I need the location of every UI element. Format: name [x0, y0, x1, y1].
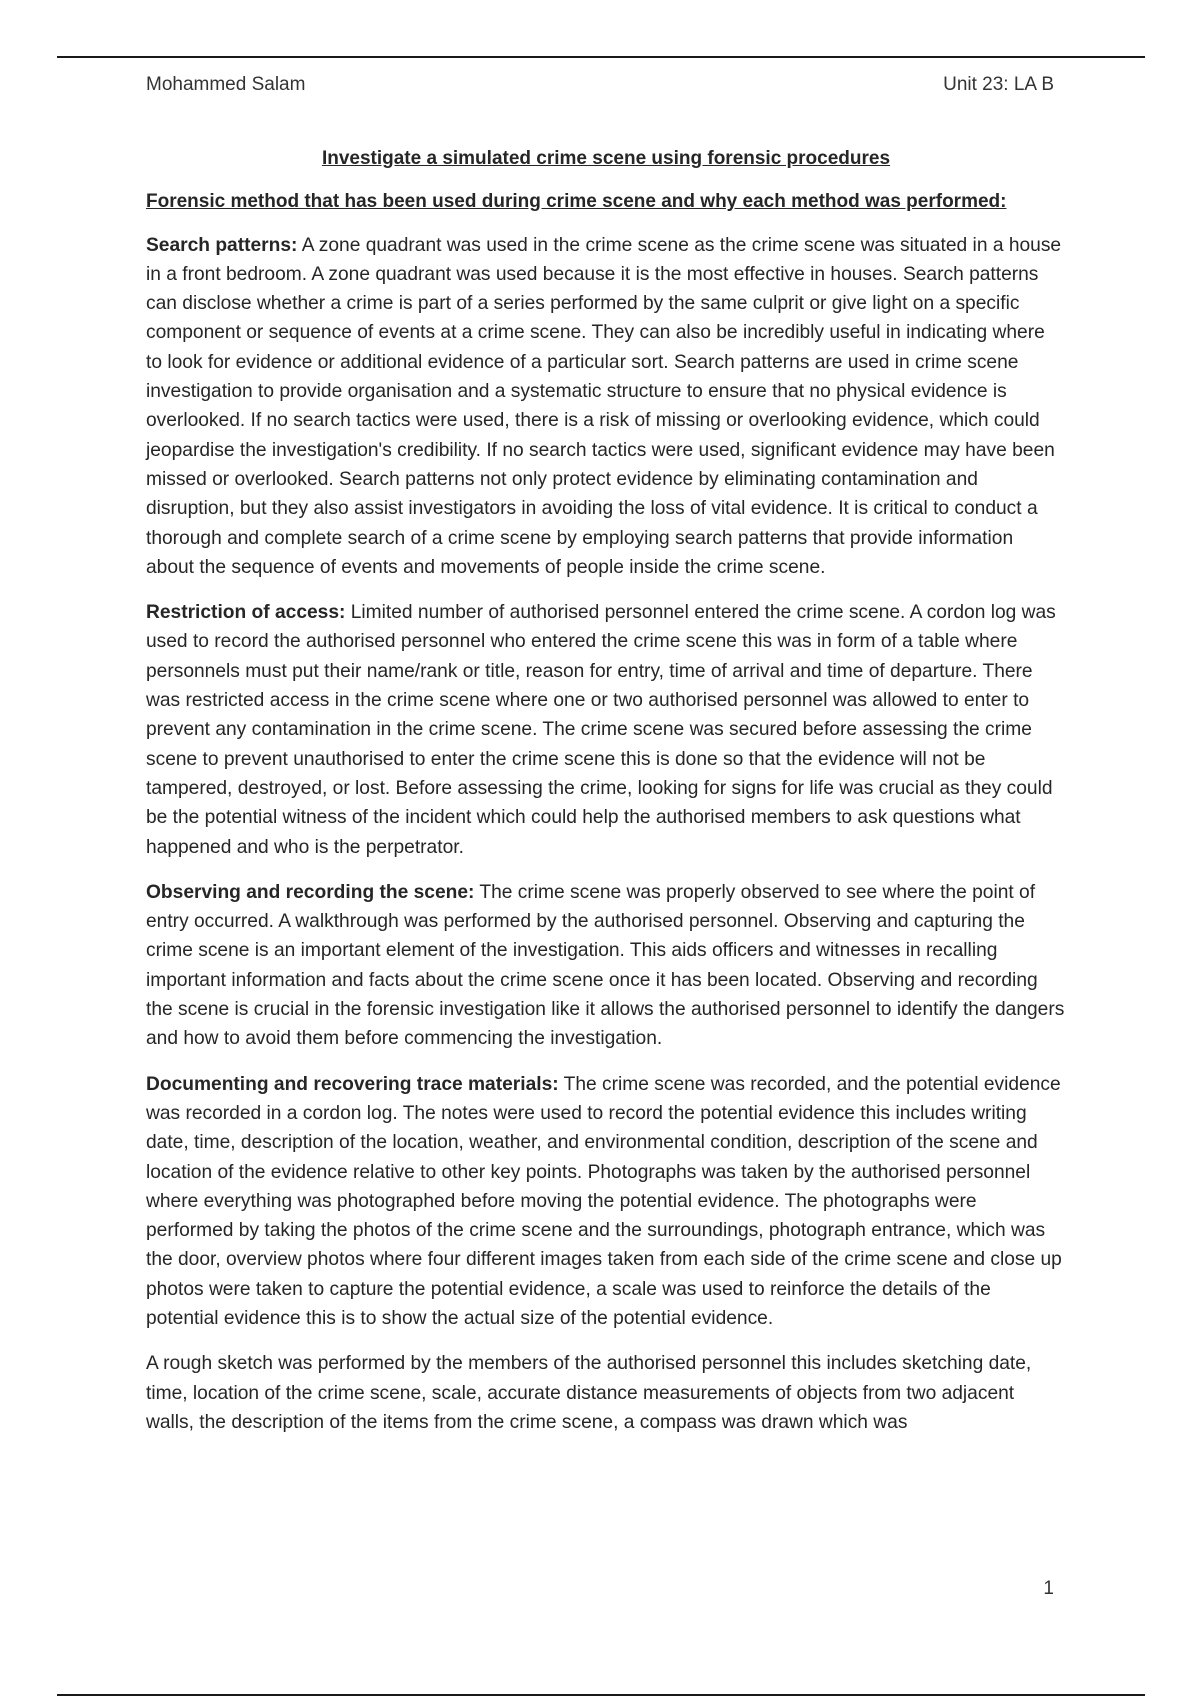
- unit-label: Unit 23: LA B: [943, 74, 1054, 95]
- header-rule: [57, 56, 1145, 58]
- section-documenting-recovering: [146, 1070, 1066, 1334]
- section-heading: Search patterns:: [146, 234, 298, 256]
- section-search-patterns: [146, 231, 1066, 583]
- section-text: A zone quadrant was used in the crime scene as the crime scene was situated in a house in a front bedroom. A zone quadrant was used because it is the most effective in houses. Search patterns can disclose whether a crime is part of a series performed by the same culprit or give light on a specific component or sequence of events at a crime scene. They can also be incredibly useful in indicating where to look for evidence or additional evidence of a particular sort. Search patterns are used in crime scene investigation to provide organisation and a systematic structure to ensure that no physical evidence is overlooked. If no search tactics were used, there is a risk of missing or overlooking evidence, which could jeopardise the investigation's credibility. If no search tactics were used, significant evidence may have been missed or overlooked. Search patterns not only protect evidence by eliminating contamination and disruption, but they also assist investigators in avoiding the loss of vital evidence. It is critical to conduct a thorough and complete search of a crime scene by employing search patterns that provide information about the sequence of events and movements of people inside the crime scene.: [146, 234, 1062, 578]
- section-heading: Documenting and recovering trace materials:: [146, 1073, 559, 1095]
- author-name: Mohammed Salam: [146, 74, 306, 95]
- page-number: 1: [1043, 1578, 1054, 1599]
- section-rough-sketch: [146, 1349, 1066, 1437]
- document-subtitle: Forensic method that has been used during crime scene and why each method was performed:: [146, 191, 1007, 213]
- section-heading: Restriction of access:: [146, 602, 346, 624]
- section-observing-recording: [146, 878, 1066, 1054]
- footer-rule: [57, 1694, 1145, 1696]
- section-text: The crime scene was recorded, and the potential evidence was recorded in a cordon log. The notes were used to record the potential evidence this includes writing date, time, description of the location, weather, and environmental condition, description of the scene and location of the evidence relative to other key points. Photographs was taken by the authorised personnel where everything was photographed before moving the potential evidence. The photographs were performed by taking the photos of the crime scene and the surroundings, photograph entrance, which was the door, overview photos where four different images taken from each side of the crime scene and close up photos were taken to capture the potential evidence, a scale was used to reinforce the details of the potential evidence this is to show the actual size of the potential evidence.: [146, 1073, 1062, 1329]
- document-title: Investigate a simulated crime scene using forensic procedures: [321, 148, 891, 169]
- section-text: Limited number of authorised personnel entered the crime scene. A cordon log was used to record the authorised personnel who entered the crime scene this was in form of a table where personnels must put their name/rank or title, reason for entry, time of arrival and time of departure. There was restricted access in the crime scene where one or two authorised personnel was allowed to enter to prevent any contamination in the crime scene. The crime scene was secured before assessing the crime scene to prevent unauthorised to enter the crime scene this is done so that the evidence will not be tampered, destroyed, or lost. Before assessing the crime, looking for signs for life was crucial as they could be the potential witness of the incident which could help the authorised members to ask questions what happened and who is the perpetrator.: [146, 602, 1056, 858]
- section-text: The crime scene was properly observed to see where the point of entry occurred. A walkthrough was performed by the authorised personnel. Observing and capturing the crime scene is an important element of the investigation. This aids officers and witnesses in recalling important information and facts about the crime scene once it has been located. Observing and recording the scene is crucial in the forensic investigation like it allows the authorised personnel to identify the dangers and how to avoid them before commencing the investigation.: [146, 881, 1065, 1050]
- document-body: [146, 144, 1066, 1453]
- section-heading: Observing and recording the scene:: [146, 881, 475, 903]
- section-restriction-of-access: [146, 598, 1066, 862]
- section-text: A rough sketch was performed by the members of the authorised personnel this includes sketching date, time, location of the crime scene, scale, accurate distance measurements of objects from two adjacent walls, the description of the items from the crime scene, a compass was drawn which was: [146, 1353, 1032, 1433]
